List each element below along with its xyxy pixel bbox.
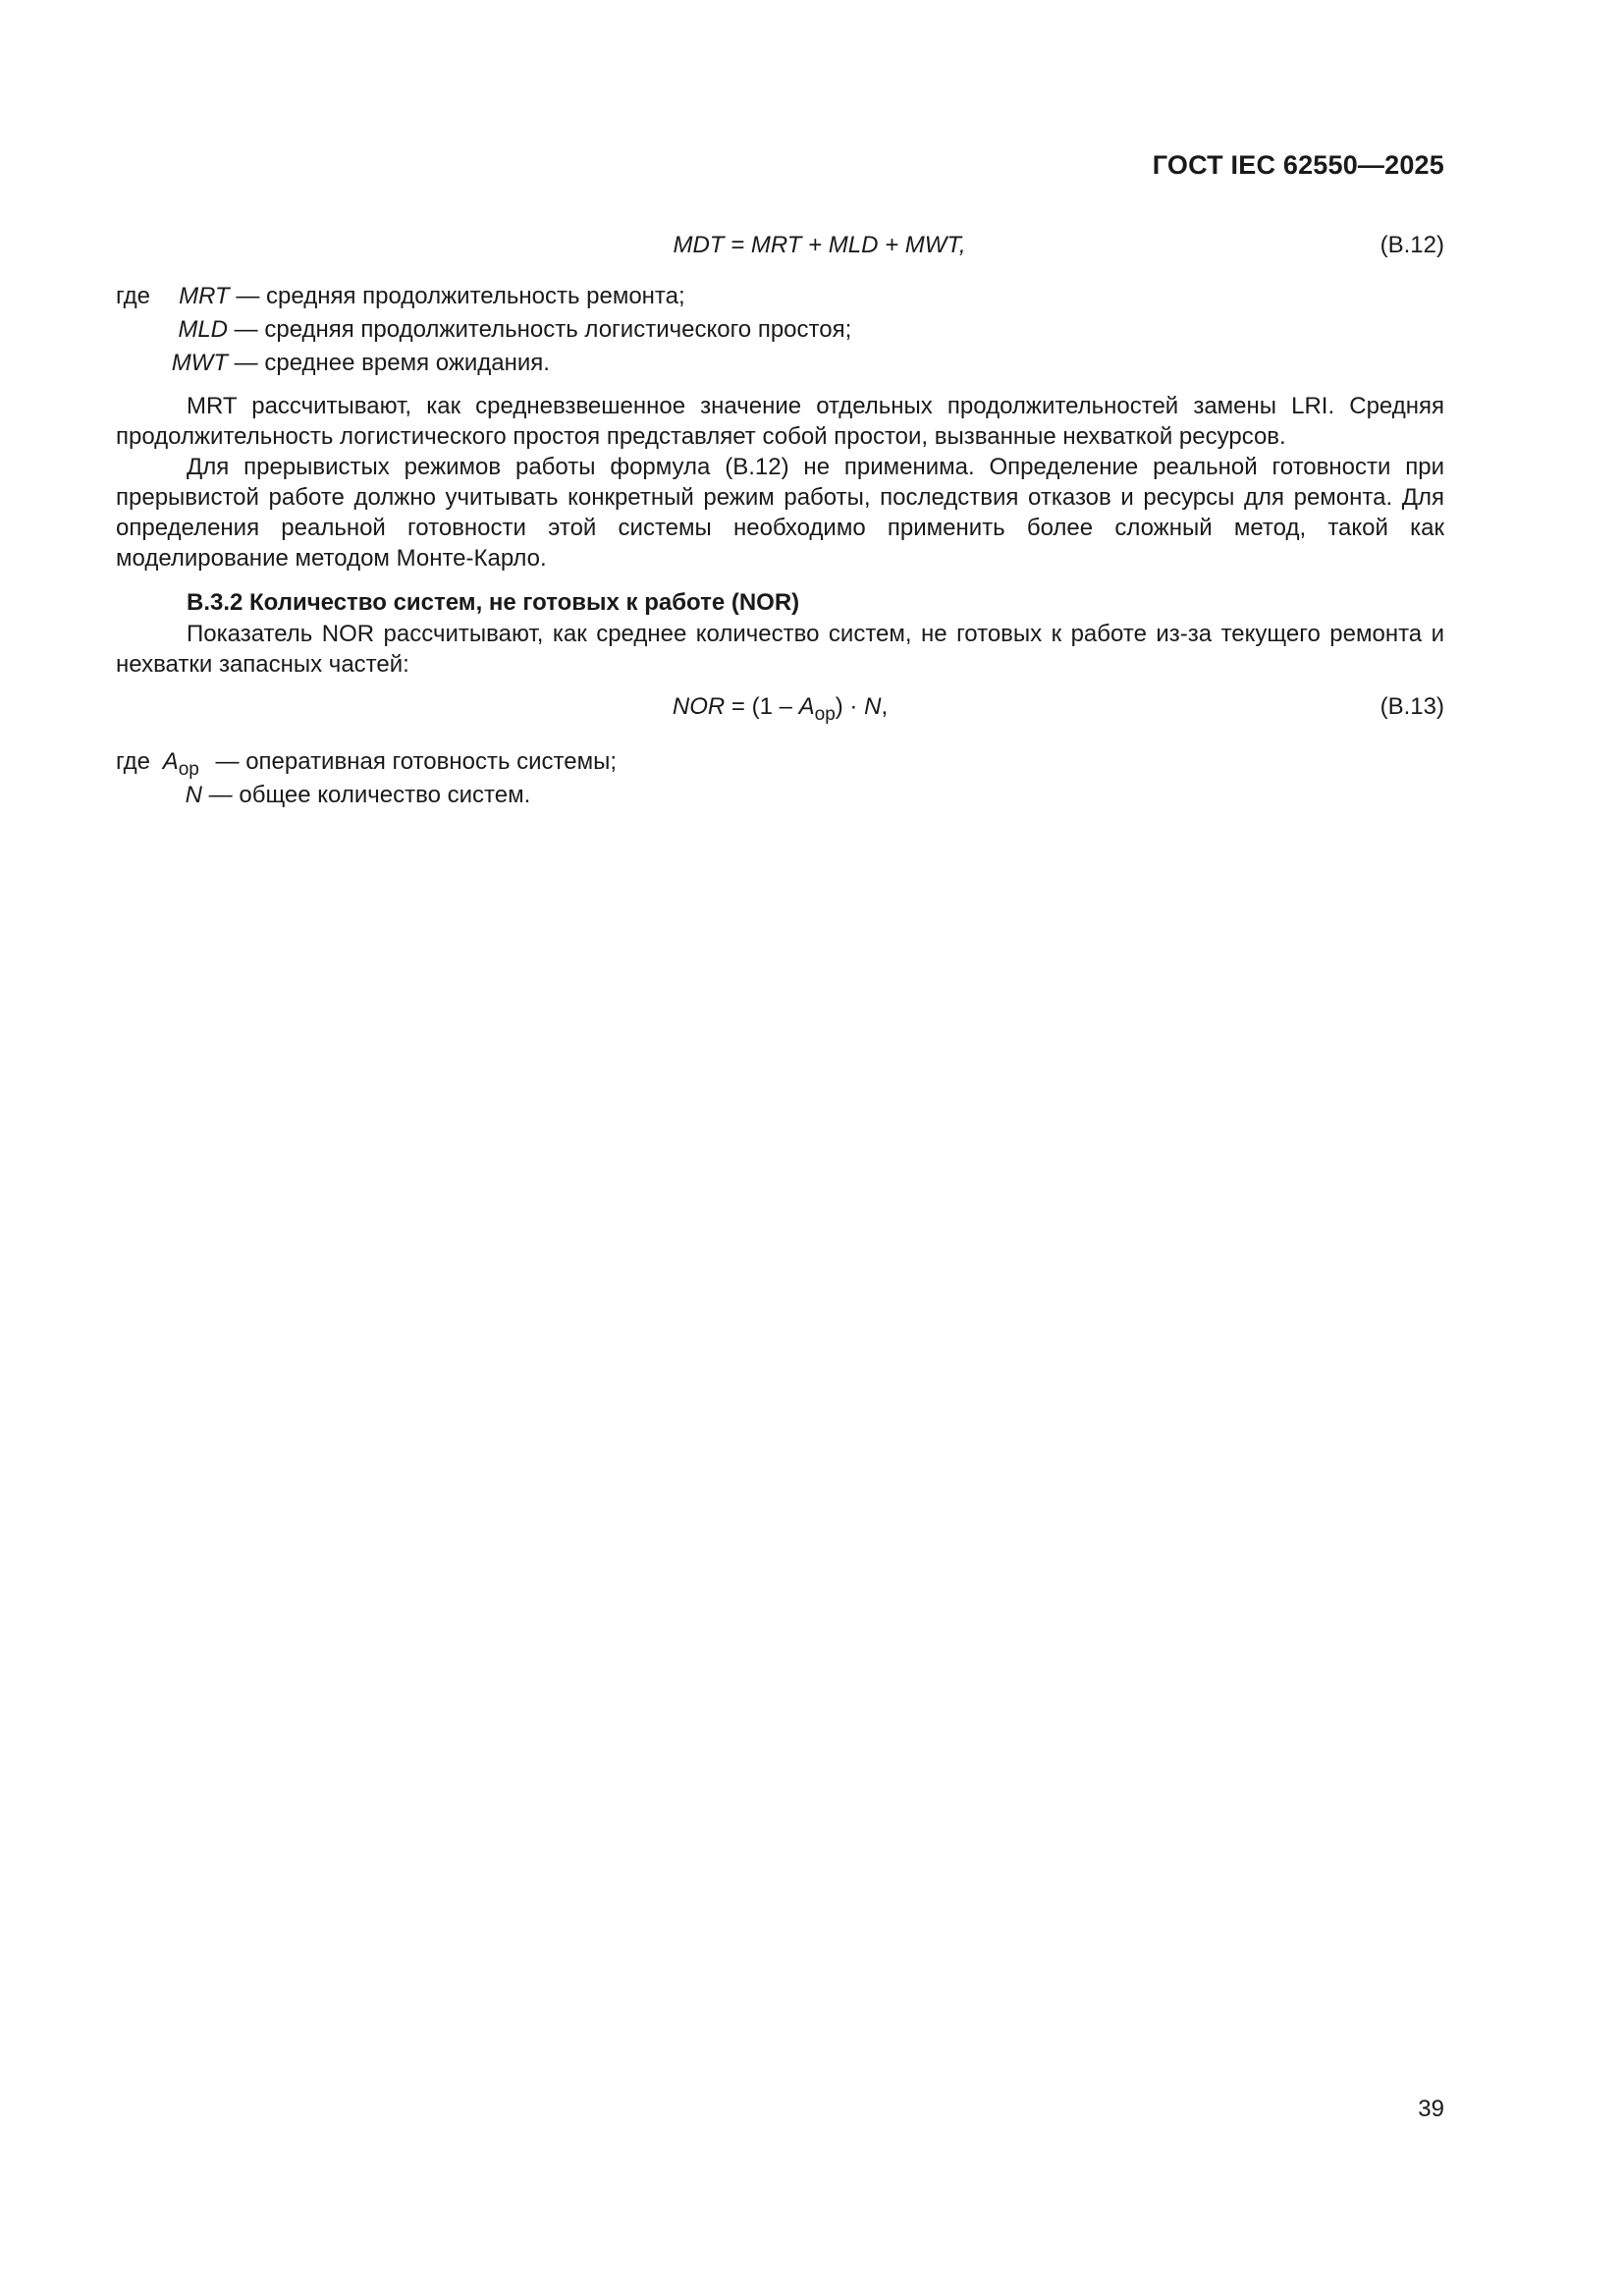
- definition-lead: где: [116, 748, 151, 775]
- formula-b13-a-subscript: op: [814, 704, 836, 725]
- formula-b12-number: (B.12): [1380, 232, 1444, 258]
- definition-text: общее количество систем.: [239, 782, 531, 808]
- definition-symbol-subscript: op: [178, 759, 199, 780]
- document-code-header: ГОСТ IEC 62550—2025: [1152, 150, 1444, 180]
- definition-symbol: MWT: [171, 350, 228, 376]
- paragraph-nor: Показатель NOR рассчитывают, как среднее количество систем, не готовых к работе из-за текущего ремонта и нехватки запасных частей:: [116, 621, 1444, 678]
- formula-b12-definitions: [116, 283, 851, 383]
- definition-dash: —: [234, 316, 258, 343]
- definition-row: [116, 316, 851, 350]
- formula-b12-expression: MDT = MRT + MLD + MWT,: [673, 232, 966, 258]
- definition-dash: —: [234, 350, 258, 376]
- definition-symbol: MRT: [179, 283, 230, 309]
- formula-b12: [116, 232, 1444, 263]
- definition-dash: —: [215, 748, 240, 775]
- definition-dash: —: [208, 782, 233, 808]
- formula-b13-rest: ) ·: [835, 693, 865, 720]
- formula-b13-n-symbol: N: [864, 693, 882, 720]
- definition-text: оперативная готовность системы;: [245, 748, 618, 775]
- section-heading-b32: B.3.2 Количество систем, не готовых к работе (NOR): [187, 589, 800, 616]
- definition-text: средняя продолжительность логистического простоя;: [264, 316, 852, 343]
- formula-b13-tail: ,: [881, 693, 889, 720]
- definition-row: [116, 748, 617, 782]
- body-paragraphs: [116, 391, 1444, 574]
- definition-row: [116, 283, 851, 316]
- paragraph-mrt: MRT рассчитывают, как средневзвешенное значение отдельных продолжительностей замены LRI. Средняя продолжительность логистического простоя представляет собой простои, вызванные нехваткой ресурсов.: [116, 393, 1444, 450]
- definition-lead: где: [116, 283, 151, 309]
- formula-b13-lhs: NOR: [672, 693, 726, 720]
- formula-b13-definitions: [116, 748, 617, 815]
- definition-symbol: N: [185, 782, 202, 808]
- page-number: 39: [1418, 2096, 1444, 2122]
- definition-dash: —: [236, 283, 260, 309]
- formula-b13-number: (B.13): [1380, 693, 1444, 720]
- definition-row: [116, 782, 617, 815]
- paragraph-intermittent: Для прерывистых режимов работы формула (B.12) не применима. Определение реальной готовности при прерывистой работе должно учитывать конкретный режим работы, последствия отказов и ресурсы для ремонта. Для определения реальной готовности этой системы необходимо применить более сложный метод, такой как моделирование методом Монте-Карло.: [116, 454, 1444, 572]
- definition-row: [116, 350, 851, 383]
- formula-b13-eq: = (1 –: [725, 693, 799, 720]
- section-b32-body: [116, 619, 1444, 680]
- definition-text: среднее время ожидания.: [264, 350, 550, 376]
- formula-b13-a-symbol: A: [798, 693, 815, 720]
- formula-b13-expression: [116, 693, 1444, 725]
- definition-text: средняя продолжительность ремонта;: [266, 283, 685, 309]
- formula-b13: [116, 693, 1444, 725]
- definition-symbol: MLD: [178, 316, 228, 343]
- definition-symbol: A: [162, 748, 179, 775]
